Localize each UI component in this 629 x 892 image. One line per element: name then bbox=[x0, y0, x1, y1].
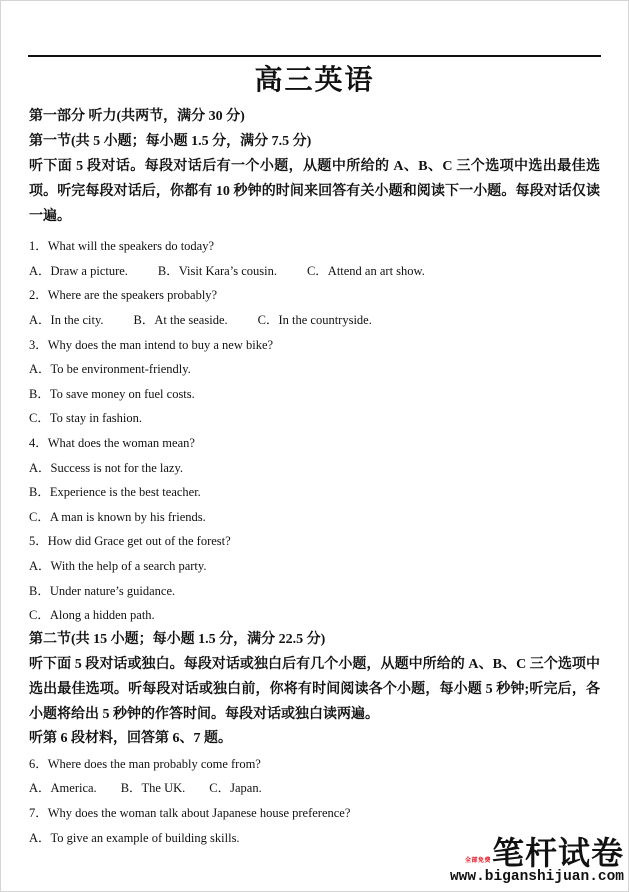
page-title: 高三英语 bbox=[254, 65, 375, 96]
question-2-option-b: B．At the seaside. bbox=[133, 312, 228, 327]
question-3-option-a: A．To be environment-friendly. bbox=[29, 362, 191, 377]
question-7-option-a: A．To give an example of building skills. bbox=[29, 830, 240, 845]
question-6-option-a: A．America. bbox=[29, 781, 97, 796]
question-4-option-a: A．Success is not for the lazy. bbox=[29, 460, 184, 475]
question-2-option-a: A．In the city. bbox=[29, 312, 104, 327]
question-4-option-c: C．A man is known by his friends. bbox=[29, 509, 206, 524]
question-6-options bbox=[29, 776, 600, 801]
question-3: 3．Why does the man intend to buy a new bike? bbox=[29, 337, 274, 352]
question-2: 2．Where are the speakers probably? bbox=[29, 288, 218, 303]
question-2-option-c: C．In the countryside. bbox=[257, 312, 372, 327]
question-5: 5．How did Grace get out of the forest? bbox=[29, 534, 231, 549]
section1-instructions: 听下面 5 段对话。每段对话后有一个小题，从题中所给的 A、B、C 三个选项中选出最佳选项。听完每段对话后，你都有 10 秒钟的时间来回答有关小题和阅读下一小题。每段对话仅读一遍。 bbox=[29, 159, 600, 225]
question-5-option-c: C．Along a hidden path. bbox=[29, 608, 155, 623]
question-7: 7．Why does the woman talk about Japanese house preference? bbox=[29, 806, 351, 821]
section1-heading: 第一节(共 5 小题；每小题 1.5 分，满分 7.5 分) bbox=[29, 133, 312, 149]
question-1-option-c: C．Attend an art show. bbox=[306, 263, 425, 278]
section2-instructions: 听下面 5 段对话或独白。每段对话或独白后有几个小题，从题中所给的 A、B、C 三个选项中选出最佳选项。听每段对话或独白前，你将有时间阅读各个小题，每小题 5 秒钟;听完后，各小题将给出 5 秒钟的作答时间。每段对话或独白读两遍。 bbox=[29, 657, 600, 723]
question-4-option-b: B．Experience is the best teacher. bbox=[29, 485, 201, 500]
section2-heading: 第二节(共 15 小题；每小题 1.5 分，满分 22.5 分) bbox=[29, 631, 326, 647]
question-4: 4．What does the woman mean? bbox=[29, 435, 195, 450]
watermark bbox=[449, 834, 624, 886]
watermark-brand-row bbox=[450, 834, 624, 871]
watermark-url: www.biganshijuan.com bbox=[449, 868, 624, 885]
question-2-options bbox=[29, 308, 600, 333]
question-1-option-a: A．Draw a picture. bbox=[29, 263, 128, 278]
question-6: 6．Where does the man probably come from? bbox=[29, 756, 261, 771]
watermark-brand: 笔杆试卷 bbox=[491, 834, 624, 871]
question-3-option-b: B．To save money on fuel costs. bbox=[29, 386, 195, 401]
question-5-option-a: A．With the help of a search party. bbox=[29, 558, 207, 573]
material-6-7-heading: 听第 6 段材料，回答第 6、7 题。 bbox=[29, 731, 232, 747]
question-1-options bbox=[29, 259, 600, 284]
exam-body bbox=[1, 103, 628, 850]
header-rule bbox=[28, 55, 601, 57]
part1-heading: 第一部分 听力(共两节，满分 30 分) bbox=[29, 109, 245, 124]
question-3-option-c: C．To stay in fashion. bbox=[29, 411, 143, 426]
question-5-option-b: B．Under nature’s guidance. bbox=[29, 583, 176, 598]
question-6-option-c: C．Japan. bbox=[209, 781, 262, 796]
watermark-free-label: 全部免费 bbox=[464, 857, 491, 864]
question-1: 1．What will the speakers do today? bbox=[29, 239, 215, 254]
question-6-option-b: B．The UK. bbox=[120, 781, 186, 796]
question-1-option-b: B．Visit Kara’s cousin. bbox=[157, 263, 277, 278]
